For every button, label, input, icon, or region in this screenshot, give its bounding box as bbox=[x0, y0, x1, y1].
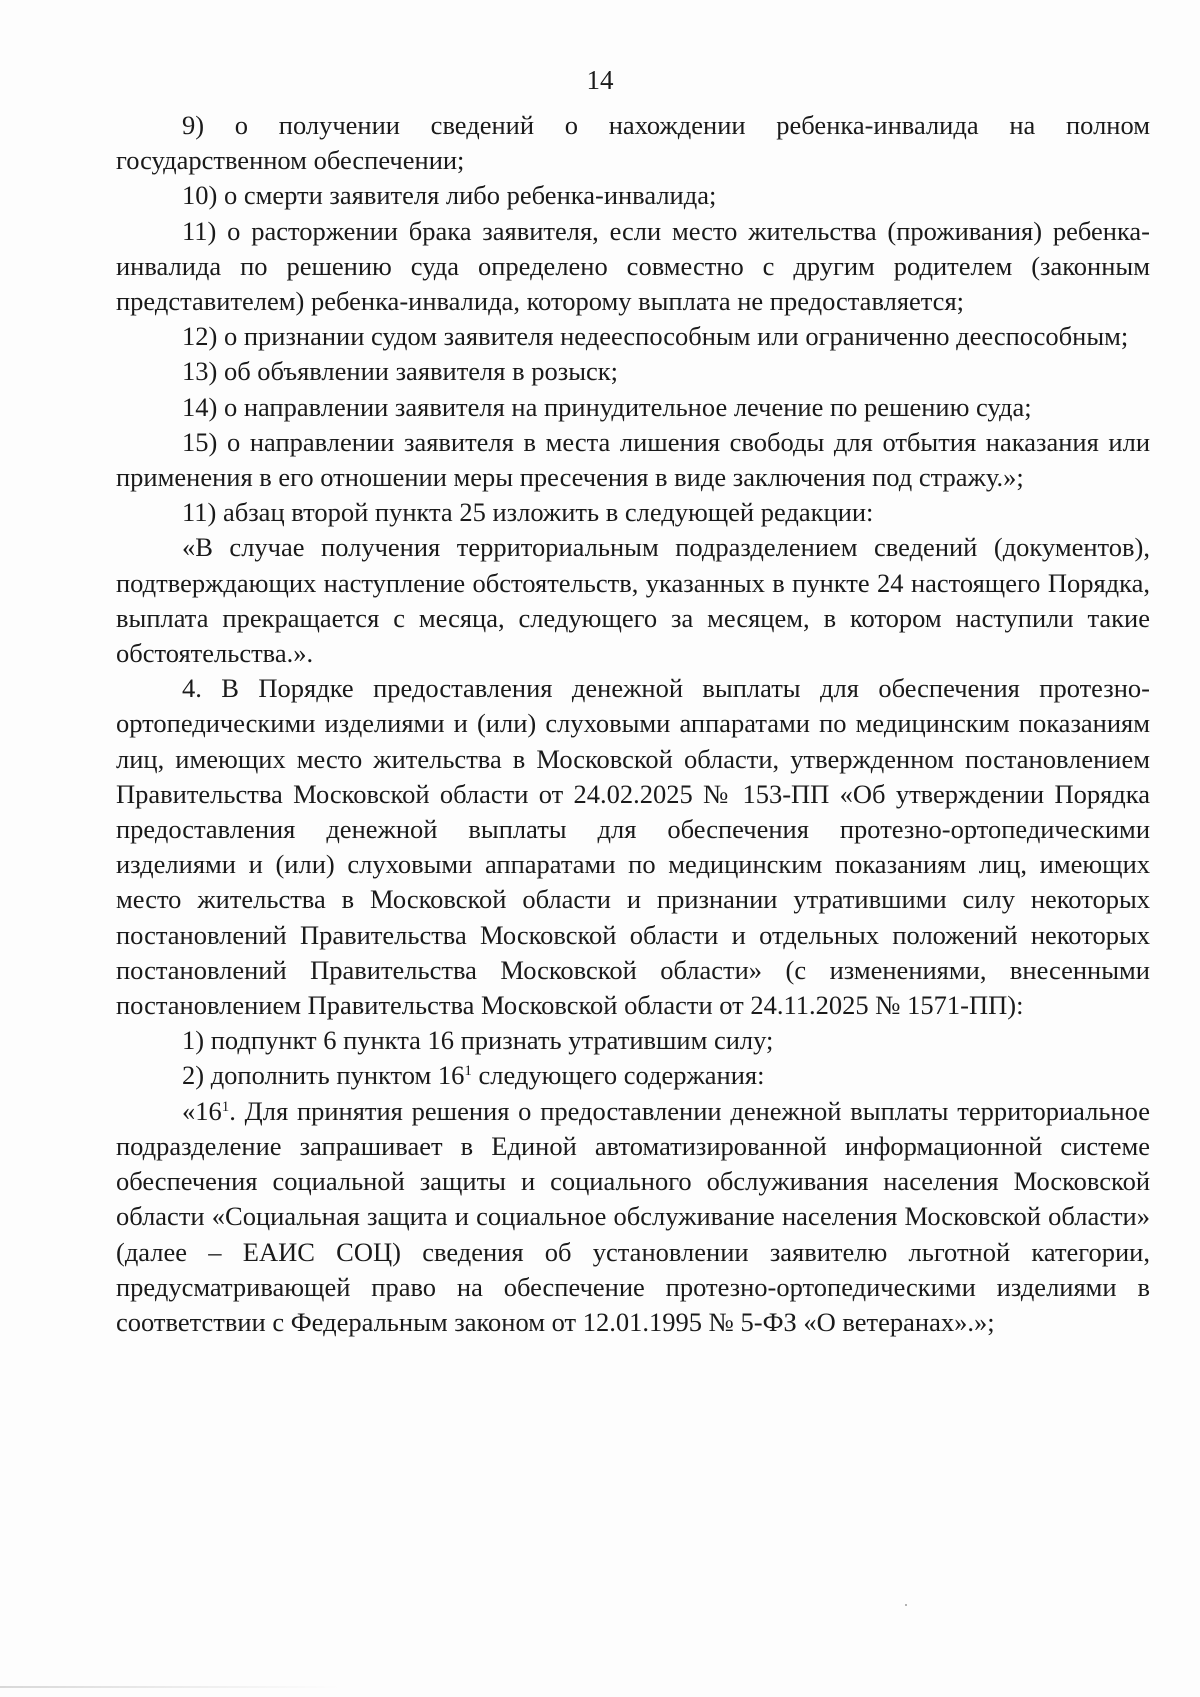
subclause-2-text-end: следующего содержания: bbox=[471, 1060, 765, 1091]
quoted-paragraph-25: «В случае получения территориальным подразделением сведений (документов), подтверждающих наступление обстоятельств, указанных в пункте 24 настоящего Порядка, выплата прекращается с месяца, следующего за месяцем, в котором наступили такие обстоятельства.». bbox=[116, 532, 1150, 669]
quoted-text-start: «16 bbox=[182, 1095, 222, 1126]
paragraph-item-11: 11) о расторжении брака заявителя, если место жительства (проживания) ребенка-инвалида по решению суда определено совместно с другим родителем (законным представителем) ребенка-инвалида, которому выплата не предоставляется; bbox=[116, 215, 1150, 317]
subclause-2-text-start: 2) дополнить пунктом 16 bbox=[182, 1060, 465, 1091]
amendment-subclause-11: 11) абзац второй пункта 25 изложить в следующей редакции: bbox=[182, 497, 874, 528]
superscript-index: 1 bbox=[464, 1063, 472, 1080]
paragraph-item-10: 10) о смерти заявителя либо ребенка-инвалида; bbox=[182, 180, 717, 211]
amendment-subclause-2 bbox=[116, 1058, 1150, 1093]
paragraph-item-13: 13) об объявлении заявителя в розыск; bbox=[182, 356, 618, 387]
paragraph-item-14: 14) о направлении заявителя на принудительное лечение по решению суда; bbox=[182, 391, 1032, 422]
scan-artifact bbox=[905, 1604, 907, 1606]
paragraph-item-9: 9) о получении сведений о нахождении ребенка-инвалида на полном государственном обеспечении; bbox=[116, 110, 1150, 176]
page-number: 14 bbox=[586, 65, 614, 95]
paragraph-item-15: 15) о направлении заявителя в места лишения свободы для отбытия наказания или применения в его отношении меры пресечения в виде заключения под стражу.»; bbox=[116, 426, 1150, 493]
quoted-paragraph-16-1 bbox=[116, 1094, 1150, 1340]
document-body bbox=[116, 108, 1150, 1340]
amendment-subclause-1: 1) подпункт 6 пункта 16 признать утратившим силу; bbox=[182, 1025, 774, 1056]
section-4-intro: 4. В Порядке предоставления денежной выплаты для обеспечения протезно-ортопедическими изделиями и (или) слуховыми аппаратами по медицинским показаниям лиц, имеющих место жительства в Московской области, утвержденном постановлением Правительства Московской области от 24.02.2025 № 153-ПП «Об утверждении Порядка предоставления денежной выплаты для обеспечения протезно-ортопедическими изделиями и (или) слуховыми аппаратами по медицинским показаниям лиц, имеющих место жительства в Московской области и признании утратившими силу некоторых постановлений Правительства Московской области и отдельных положений некоторых постановлений Правительства Московской области» (с изменениями, внесенными постановлением Правительства Московской области от 24.11.2025 № 1571-ПП): bbox=[116, 673, 1150, 1021]
scan-edge-artifact bbox=[0, 1686, 340, 1688]
superscript-index: 1 bbox=[221, 1098, 230, 1115]
quoted-text-end: . Для принятия решения о предоставлении денежной выплаты территориальное подразделение запрашивает в Единой автоматизированной информационной системе обеспечения социальной защиты и социального обслуживания населения Московской области «Социальная защита и социальное обслуживание населения Московской области» (далее – ЕАИС СОЦ) сведения об установлении заявителю льготной категории, предусматривающей право на обеспечение протезно-ортопедическими изделиями в соответствии с Федеральным законом от 12.01.1995 № 5-ФЗ «О ветеранах».»; bbox=[116, 1095, 1150, 1337]
paragraph-item-12: 12) о признании судом заявителя недееспособным или ограниченно дееспособным; bbox=[182, 321, 1129, 352]
